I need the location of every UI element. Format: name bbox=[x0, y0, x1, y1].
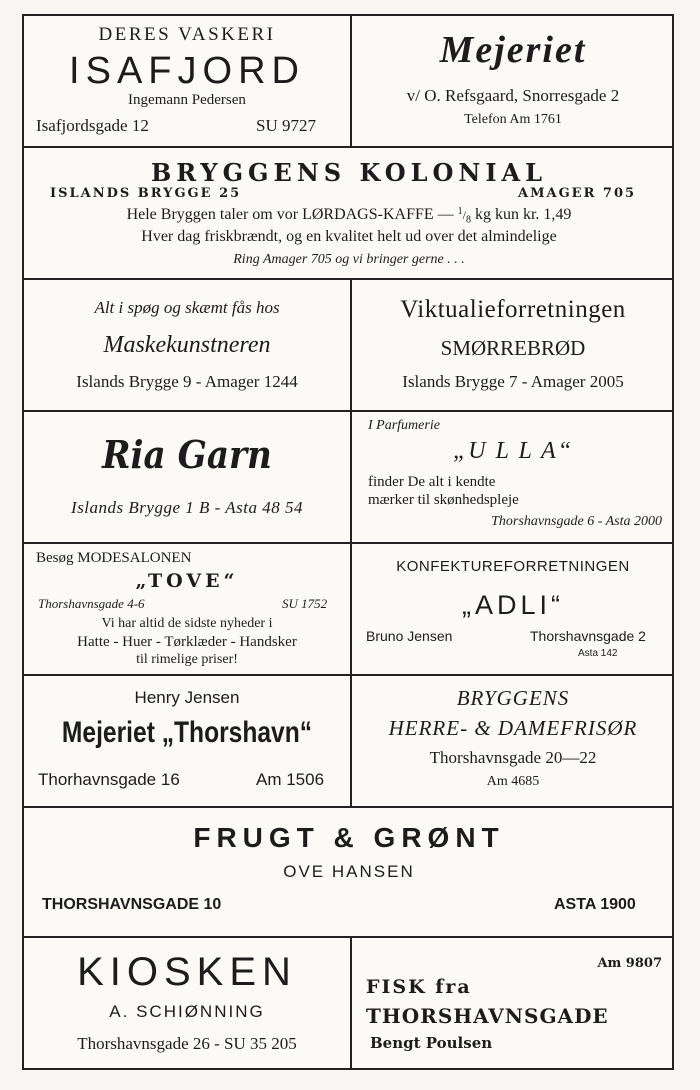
ulla-line1: finder De alt i kendte bbox=[368, 474, 496, 490]
tove-phone: SU 1752 bbox=[282, 596, 328, 611]
kolonial-line1 bbox=[24, 206, 674, 225]
frisor-title2: HERRE- & DAMEFRISØR bbox=[388, 716, 638, 740]
ad-adli bbox=[352, 544, 674, 676]
tove-line2: Hatte - Huer - Tørklæder - Handsker bbox=[77, 634, 297, 650]
ad-isafjord bbox=[24, 16, 352, 148]
kiosken-title: KIOSKEN bbox=[77, 950, 297, 994]
frugt-owner: OVE HANSEN bbox=[283, 862, 415, 881]
kolonial-line2: Hver dag friskbrændt, og en kvalitet helt ud over det almindelige bbox=[141, 228, 557, 245]
tove-title: „TOVE“ bbox=[135, 570, 239, 592]
ria-title: Ria Garn bbox=[102, 432, 272, 477]
frugt-title: FRUGT & GRØNT bbox=[193, 822, 505, 853]
adli-phone: Asta 142 bbox=[578, 648, 618, 659]
ad-ria-garn bbox=[24, 412, 352, 544]
ad-bryggens-kolonial bbox=[24, 148, 674, 280]
kolonial-address: ISLANDS BRYGGE 25 bbox=[50, 186, 242, 201]
ulla-prefix: I Parfumerie bbox=[368, 418, 440, 433]
mejeriet-owner-address: v/ O. Refsgaard, Snorresgade 2 bbox=[406, 86, 620, 105]
fraction-numerator: 1 bbox=[457, 206, 463, 217]
fraction-denominator: 8 bbox=[465, 214, 471, 226]
ria-address: Islands Brygge 1 B - Asta 48 54 bbox=[71, 498, 303, 517]
ad-maskekunstneren bbox=[24, 280, 352, 412]
ad-frugt-gront bbox=[24, 808, 674, 938]
ad-mejeriet bbox=[352, 16, 674, 148]
viktualie-title: Viktualieforretningen bbox=[400, 296, 626, 323]
fisk-owner: Bengt Poulsen bbox=[370, 1034, 493, 1052]
kiosken-address: Thorshavnsgade 26 - SU 35 205 bbox=[77, 1034, 297, 1053]
kolonial-line3: Ring Amager 705 og vi bringer gerne . . . bbox=[233, 252, 465, 267]
maske-title: Maskekunstneren bbox=[103, 332, 271, 358]
fisk-phone: Am 9807 bbox=[597, 956, 662, 971]
mejeriet-title: Mejeriet bbox=[439, 29, 587, 71]
ad-ulla bbox=[352, 412, 674, 544]
isafjord-owner: Ingemann Pedersen bbox=[128, 92, 246, 108]
tove-prefix: Besøg MODESALONEN bbox=[36, 550, 192, 566]
kolonial-line1-pre: Hele Bryggen taler om vor LØRDAGS-KAFFE — bbox=[126, 206, 454, 223]
adli-address: Thorshavnsgade 2 bbox=[530, 628, 646, 644]
kolonial-line1-post: kg kun kr. 1,49 bbox=[474, 206, 572, 223]
maske-line1: Alt i spøg og skæmt fås hos bbox=[94, 298, 280, 317]
isafjord-address: Isafjordsgade 12 bbox=[36, 116, 149, 135]
kolonial-phone: AMAGER 705 bbox=[518, 186, 637, 201]
tove-line1: Vi har altid de sidste nyheder i bbox=[101, 616, 273, 631]
kiosken-owner: A. SCHIØNNING bbox=[109, 1002, 265, 1021]
thorshavn-owner: Henry Jensen bbox=[134, 688, 240, 707]
fisk-line2: THORSHAVNSGADE bbox=[366, 1004, 609, 1028]
ulla-line2: mærker til skønhedspleje bbox=[368, 492, 519, 508]
frugt-address: THORSHAVNSGADE 10 bbox=[42, 896, 222, 913]
ad-kiosken bbox=[24, 938, 352, 1068]
frisor-address: Thorshavnsgade 20—22 bbox=[429, 748, 597, 767]
viktualie-subtitle: SMØRREBRØD bbox=[440, 336, 586, 360]
ad-tove bbox=[24, 544, 352, 676]
fisk-line1: FISK fra bbox=[366, 976, 472, 998]
isafjord-big-title: ISAFJORD bbox=[69, 50, 305, 92]
ad-fisk bbox=[352, 938, 674, 1068]
frugt-phone: ASTA 1900 bbox=[554, 896, 636, 913]
isafjord-phone: SU 9727 bbox=[256, 116, 316, 135]
frisor-title1: BRYGGENS bbox=[456, 686, 570, 710]
thorshavn-title: Mejeriet „Thorshavn“ bbox=[61, 716, 313, 749]
ulla-title: „U L L A“ bbox=[452, 438, 574, 464]
thorshavn-address: Thorhavnsgade 16 bbox=[38, 770, 180, 789]
tove-address: Thorshavnsgade 4-6 bbox=[38, 596, 145, 611]
ad-viktualieforretningen bbox=[352, 280, 674, 412]
frisor-phone: Am 4685 bbox=[486, 774, 540, 789]
ad-frisor bbox=[352, 676, 674, 808]
thorshavn-phone: Am 1506 bbox=[256, 770, 325, 789]
ad-page-frame bbox=[22, 14, 674, 1070]
adli-title: „ADLI“ bbox=[461, 590, 564, 620]
maske-address: Islands Brygge 9 - Amager 1244 bbox=[76, 372, 298, 391]
mejeriet-phone: Telefon Am 1761 bbox=[464, 112, 562, 127]
kolonial-title: BRYGGENS KOLONIAL bbox=[150, 158, 548, 187]
tove-line3: til rimelige priser! bbox=[136, 652, 238, 667]
ad-mejeriet-thorshavn bbox=[24, 676, 352, 808]
viktualie-address: Islands Brygge 7 - Amager 2005 bbox=[402, 372, 624, 391]
adli-owner: Bruno Jensen bbox=[366, 628, 453, 644]
kolonial-fraction: $^1/_8$ bbox=[457, 206, 471, 226]
adli-small-title: KONFEKTUREFORRETNINGEN bbox=[396, 558, 630, 575]
ulla-address: Thorshavnsgade 6 - Asta 2000 bbox=[491, 514, 662, 529]
isafjord-small-title: DERES VASKERI bbox=[98, 24, 276, 45]
